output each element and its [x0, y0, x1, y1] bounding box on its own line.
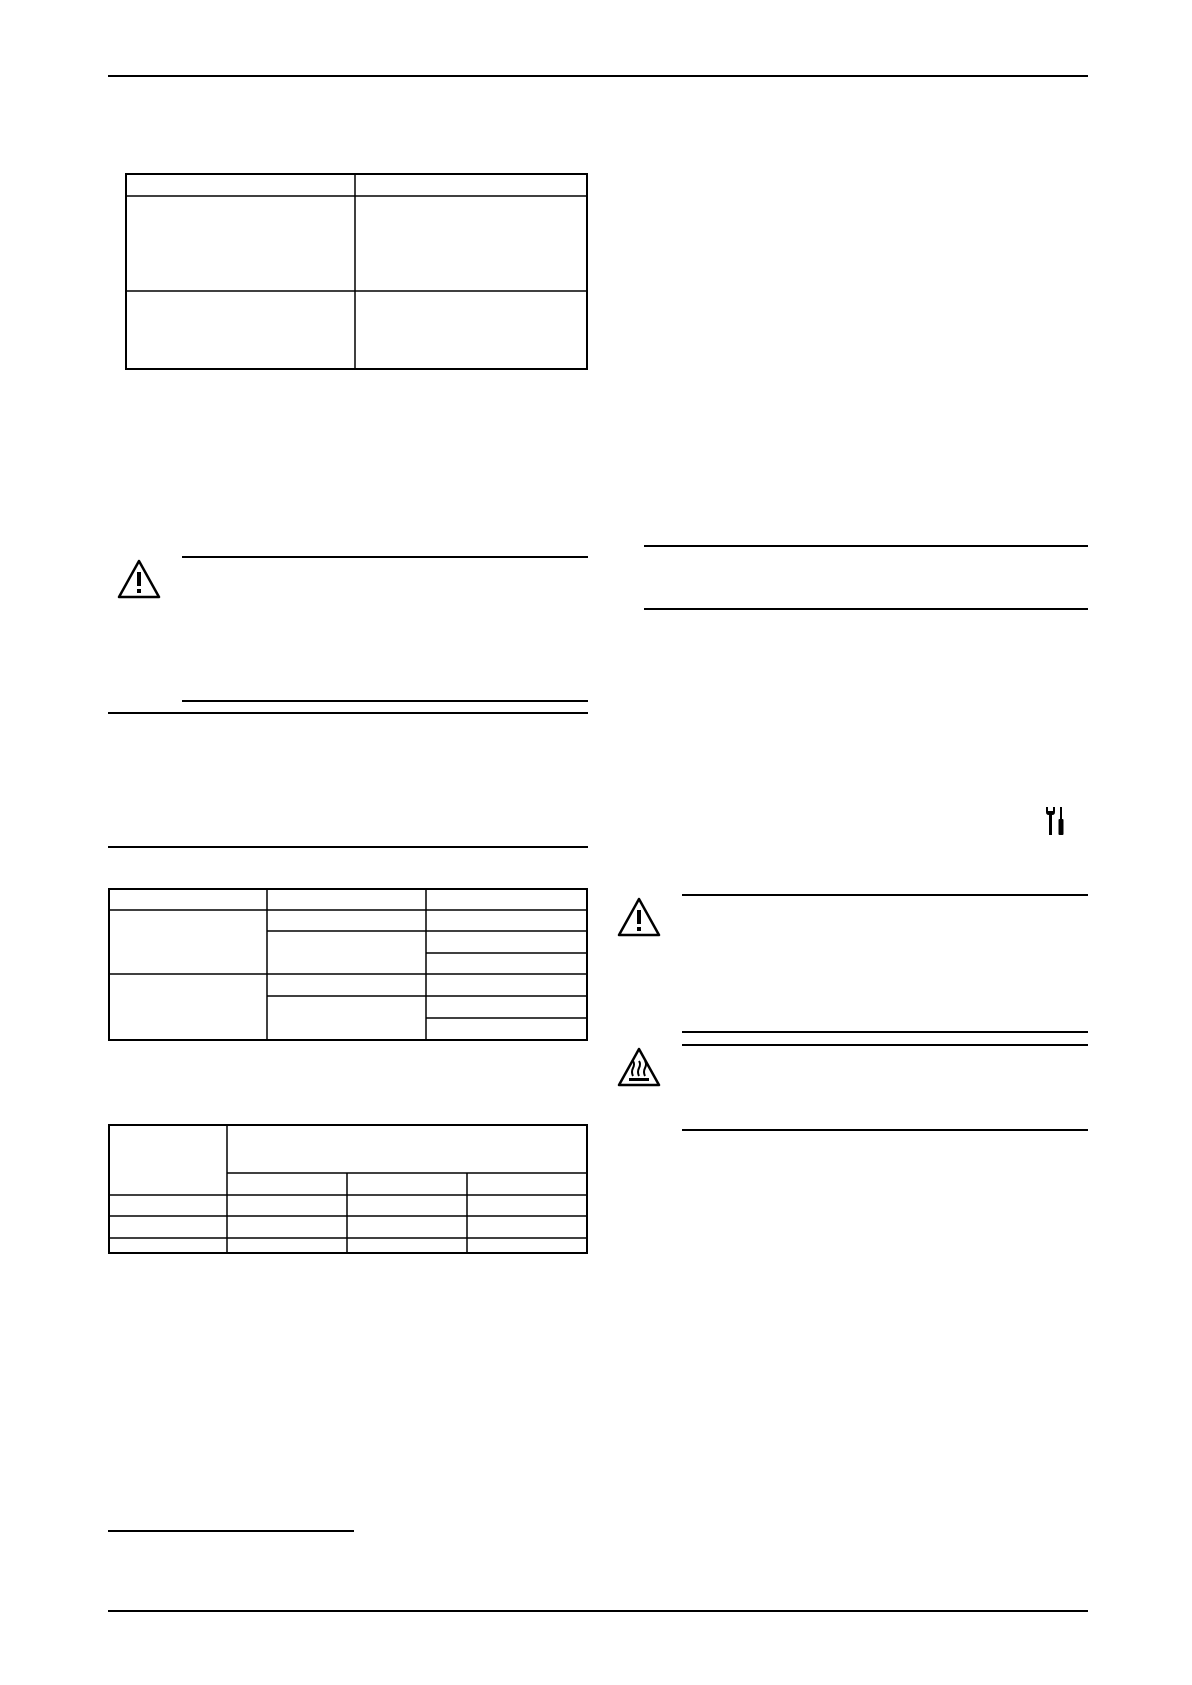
section-rule: [108, 846, 588, 848]
hot-surface-top-rule: [682, 1044, 1088, 1046]
table-1-border: [126, 174, 587, 369]
table-3-border: [109, 1125, 587, 1253]
table-3: [108, 1124, 589, 1255]
note-right-bottom-rule: [644, 608, 1088, 610]
table-1: [125, 173, 589, 371]
warning-triangle-icon: [116, 558, 162, 600]
footnote-rule: [108, 1530, 354, 1532]
hot-surface-icon: [616, 1046, 662, 1088]
warning-right-bottom-rule: [682, 1031, 1088, 1033]
hot-surface-bottom-rule: [682, 1129, 1088, 1131]
warning-left-top-rule: [182, 556, 588, 558]
wrench-screwdriver-icon: [1043, 805, 1067, 837]
warning-right-top-rule: [682, 894, 1088, 896]
table-2: [108, 888, 589, 1042]
warning-triangle-icon: [616, 896, 662, 938]
warning-left-bottom-rule: [182, 700, 588, 702]
note-right-top-rule: [644, 545, 1088, 547]
header-rule: [108, 75, 1088, 77]
section-rule: [108, 712, 588, 714]
footer-rule: [108, 1610, 1088, 1612]
